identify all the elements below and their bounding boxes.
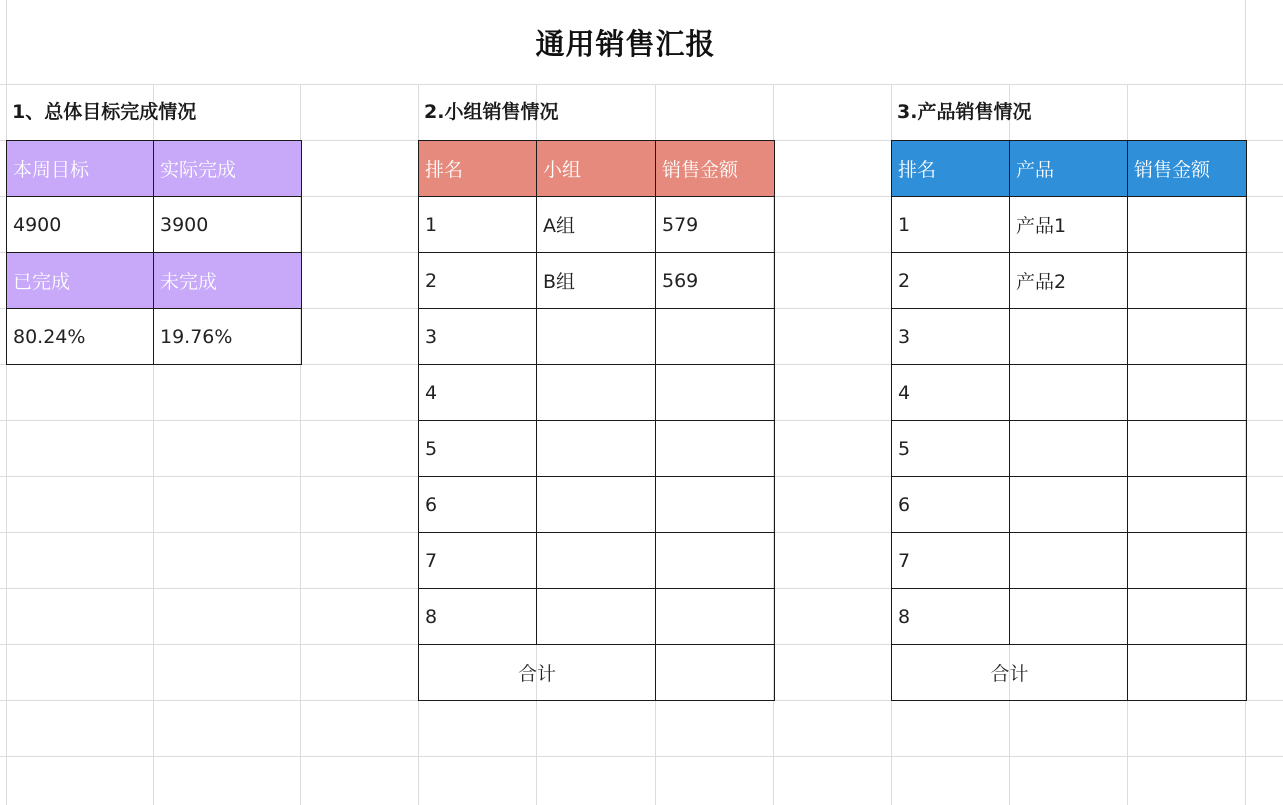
cell-rank[interactable]: 1 bbox=[419, 197, 537, 253]
cell-rank[interactable]: 8 bbox=[419, 589, 537, 645]
header-sales-amount[interactable]: 销售金额 bbox=[1128, 141, 1247, 197]
cell-product[interactable]: 产品2 bbox=[1010, 253, 1128, 309]
cell-group[interactable] bbox=[537, 533, 656, 589]
cell-product[interactable] bbox=[1010, 533, 1128, 589]
table-row bbox=[419, 589, 775, 645]
cell-total-label[interactable]: 合计 bbox=[892, 645, 1128, 701]
total-row bbox=[419, 645, 775, 701]
cell-sales[interactable] bbox=[656, 421, 775, 477]
table-row bbox=[419, 365, 775, 421]
cell-product[interactable] bbox=[1010, 477, 1128, 533]
cell-sales[interactable] bbox=[1128, 533, 1247, 589]
table-row bbox=[419, 533, 775, 589]
header-completed[interactable]: 已完成 bbox=[7, 253, 154, 309]
table-row bbox=[419, 421, 775, 477]
table-row bbox=[892, 589, 1247, 645]
cell-actual-completed[interactable]: 3900 bbox=[154, 197, 302, 253]
table-row bbox=[419, 309, 775, 365]
cell-group[interactable] bbox=[537, 589, 656, 645]
target-completion-table bbox=[6, 140, 302, 365]
header-rank[interactable]: 排名 bbox=[419, 141, 537, 197]
header-group[interactable]: 小组 bbox=[537, 141, 656, 197]
cell-rank[interactable]: 2 bbox=[892, 253, 1010, 309]
cell-rank[interactable]: 4 bbox=[892, 365, 1010, 421]
cell-sales[interactable] bbox=[1128, 477, 1247, 533]
header-weekly-target[interactable]: 本周目标 bbox=[7, 141, 154, 197]
header-sales-amount[interactable]: 销售金额 bbox=[656, 141, 775, 197]
total-row bbox=[892, 645, 1247, 701]
product-sales-table bbox=[891, 140, 1247, 701]
section-1-label: 1、总体目标完成情况 bbox=[12, 101, 197, 123]
cell-group[interactable] bbox=[537, 309, 656, 365]
cell-total-value[interactable] bbox=[1128, 645, 1247, 701]
cell-group[interactable] bbox=[537, 421, 656, 477]
cell-rank[interactable]: 1 bbox=[892, 197, 1010, 253]
cell-group[interactable]: B组 bbox=[537, 253, 656, 309]
cell-sales[interactable] bbox=[1128, 365, 1247, 421]
table-row bbox=[892, 477, 1247, 533]
cell-rank[interactable]: 7 bbox=[419, 533, 537, 589]
cell-sales[interactable] bbox=[1128, 309, 1247, 365]
cell-product[interactable]: 产品1 bbox=[1010, 197, 1128, 253]
table-row bbox=[892, 197, 1247, 253]
cell-rank[interactable]: 5 bbox=[892, 421, 1010, 477]
cell-sales[interactable] bbox=[656, 589, 775, 645]
cell-product[interactable] bbox=[1010, 309, 1128, 365]
cell-rank[interactable]: 6 bbox=[892, 477, 1010, 533]
cell-group[interactable]: A组 bbox=[537, 197, 656, 253]
cell-rank[interactable]: 3 bbox=[419, 309, 537, 365]
table-row bbox=[892, 421, 1247, 477]
table-row bbox=[892, 533, 1247, 589]
cell-sales[interactable] bbox=[1128, 421, 1247, 477]
cell-sales[interactable] bbox=[656, 533, 775, 589]
table-row bbox=[419, 197, 775, 253]
cell-group[interactable] bbox=[537, 365, 656, 421]
cell-product[interactable] bbox=[1010, 365, 1128, 421]
table-row bbox=[892, 365, 1247, 421]
cell-sales[interactable] bbox=[656, 365, 775, 421]
cell-completed-rate[interactable]: 80.24% bbox=[7, 309, 154, 365]
table-row bbox=[892, 309, 1247, 365]
cell-sales[interactable] bbox=[1128, 197, 1247, 253]
group-sales-table bbox=[418, 140, 775, 701]
cell-product[interactable] bbox=[1010, 589, 1128, 645]
cell-rank[interactable]: 8 bbox=[892, 589, 1010, 645]
table-row bbox=[419, 477, 775, 533]
cell-weekly-target[interactable]: 4900 bbox=[7, 197, 154, 253]
cell-group[interactable] bbox=[537, 477, 656, 533]
cell-not-completed-rate[interactable]: 19.76% bbox=[154, 309, 302, 365]
cell-sales[interactable] bbox=[656, 477, 775, 533]
cell-rank[interactable]: 2 bbox=[419, 253, 537, 309]
table-row bbox=[419, 253, 775, 309]
cell-sales[interactable]: 579 bbox=[656, 197, 775, 253]
header-actual-completed[interactable]: 实际完成 bbox=[154, 141, 302, 197]
cell-sales[interactable] bbox=[656, 309, 775, 365]
section-3-label: 3.产品销售情况 bbox=[897, 101, 1032, 123]
cell-sales[interactable]: 569 bbox=[656, 253, 775, 309]
cell-rank[interactable]: 4 bbox=[419, 365, 537, 421]
cell-rank[interactable]: 5 bbox=[419, 421, 537, 477]
cell-product[interactable] bbox=[1010, 421, 1128, 477]
table-row bbox=[892, 253, 1247, 309]
cell-total-label[interactable]: 合计 bbox=[419, 645, 656, 701]
cell-rank[interactable]: 3 bbox=[892, 309, 1010, 365]
cell-rank[interactable]: 7 bbox=[892, 533, 1010, 589]
header-rank[interactable]: 排名 bbox=[892, 141, 1010, 197]
section-2-label: 2.小组销售情况 bbox=[424, 101, 559, 123]
cell-rank[interactable]: 6 bbox=[419, 477, 537, 533]
cell-sales[interactable] bbox=[1128, 589, 1247, 645]
cell-total-value[interactable] bbox=[656, 645, 775, 701]
header-product[interactable]: 产品 bbox=[1010, 141, 1128, 197]
page-title: 通用销售汇报 bbox=[535, 26, 716, 61]
header-not-completed[interactable]: 未完成 bbox=[154, 253, 302, 309]
cell-sales[interactable] bbox=[1128, 253, 1247, 309]
